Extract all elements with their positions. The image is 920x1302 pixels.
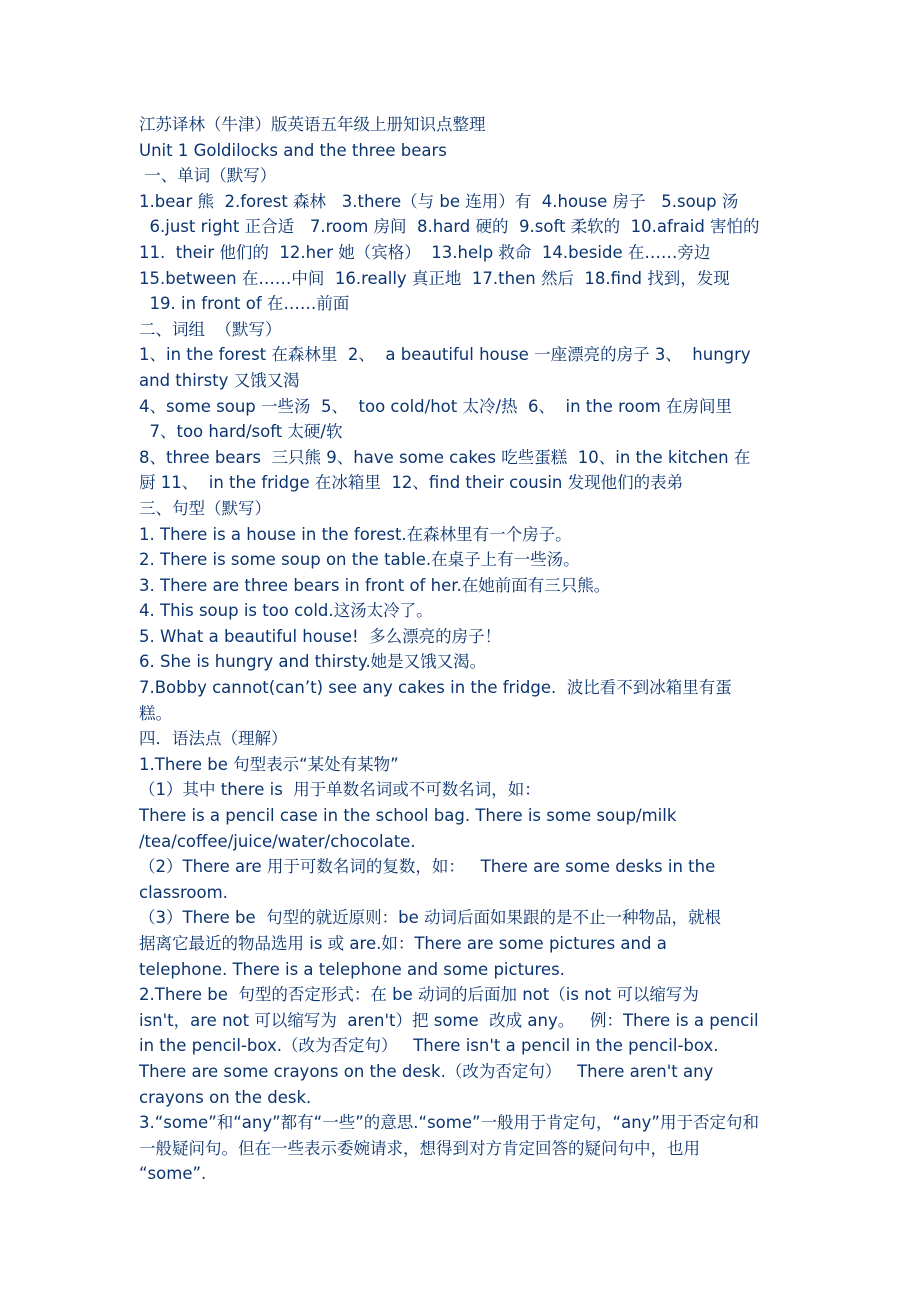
sentence-line: 7.Bobby cannot(can’t) see any cakes in the fridge. 波比看不到冰箱里有蛋 xyxy=(139,678,732,698)
vocabulary-line: 19. in front of 在……前面 xyxy=(139,294,350,314)
section-heading-sentences: 三、句型（默写） xyxy=(139,498,271,518)
vocabulary-line: 11. their 他们的 12.her 她（宾格） 13.help 救命 14.beside 在……旁边 xyxy=(139,242,711,262)
grammar-line: 一般疑问句。但在一些表示委婉请求，想得到对方肯定回答的疑问句中，也用 xyxy=(139,1138,700,1158)
phrase-line: 厨 11、 in the fridge 在冰箱里 12、find their cousin 发现他们的表弟 xyxy=(139,473,684,493)
grammar-line: There is a pencil case in the school bag. There is some soup/milk xyxy=(139,806,677,826)
doc-title: 江苏译林（牛津）版英语五年级上册知识点整理 xyxy=(139,115,486,134)
vocabulary-line: 6.just right 正合适 7.room 房间 8.hard 硬的 9.soft 柔软的 10.afraid 害怕的 xyxy=(139,217,760,237)
grammar-line: in the pencil-box.（改为否定句） There isn't a pencil in the pencil-box. xyxy=(139,1036,719,1056)
grammar-line: “some”. xyxy=(139,1164,207,1184)
grammar-line: isn't，are not 可以缩写为 aren't）把 some 改成 any。 例：There is a pencil xyxy=(139,1010,759,1030)
sentence-line: 1. There is a house in the forest.在森林里有一个房子。 xyxy=(139,524,572,544)
grammar-line: （1）其中 there is 用于单数名词或不可数名词，如： xyxy=(139,780,541,800)
grammar-line: There are some crayons on the desk.（改为否定句） There aren't any xyxy=(139,1061,714,1081)
grammar-line: 1.There be 句型表示“某处有某物” xyxy=(139,754,399,774)
sentence-line: 5. What a beautiful house! 多么漂亮的房子！ xyxy=(139,626,502,646)
grammar-line: 2.There be 句型的否定形式：在 be 动词的后面加 not（is not 可以缩写为 xyxy=(139,985,699,1005)
phrase-line: 4、some soup 一些汤 5、 too cold/hot 太冷/热 6、 in the room 在房间里 xyxy=(139,396,733,416)
grammar-line: 3.“some”和“any”都有“一些”的意思.“some”一般用于肯定句，“any”用于否定句和 xyxy=(139,1113,759,1133)
grammar-line: /tea/coffee/juice/water/chocolate. xyxy=(139,831,416,851)
section-heading-grammar: 四．语法点（理解） xyxy=(139,729,288,749)
grammar-line: telephone. There is a telephone and some pictures. xyxy=(139,959,565,979)
grammar-line: classroom. xyxy=(139,882,228,902)
section-heading-phrases: 二、词组 （默写） xyxy=(139,319,282,339)
sentence-line: 4. This soup is too cold.这汤太冷了。 xyxy=(139,601,433,621)
sentence-line: 2. There is some soup on the table.在桌子上有一些汤。 xyxy=(139,550,580,570)
sentence-line: 3. There are three bears in front of her.在她前面有三只熊。 xyxy=(139,575,611,595)
vocabulary-line: 1.bear 熊 2.forest 森林 3.there（与 be 连用）有 4.house 房子 5.soup 汤 xyxy=(139,191,739,211)
grammar-line: （2）There are 用于可数名词的复数，如： There are some desks in the xyxy=(139,857,716,877)
section-heading-vocabulary: 一、单词（默写） xyxy=(139,166,277,186)
grammar-line: 据离它最近的物品选用 is 或 are.如：There are some pictures and a xyxy=(139,934,667,953)
sentence-line: 6. She is hungry and thirsty.她是又饿又渴。 xyxy=(139,652,487,672)
phrase-line: 7、too hard/soft 太硬/软 xyxy=(139,422,343,442)
sentence-line: 糕。 xyxy=(139,703,172,723)
grammar-line: crayons on the desk. xyxy=(139,1087,312,1107)
vocabulary-line: 15.between 在……中间 16.really 真正地 17.then 然后 18.find 找到，发现 xyxy=(139,268,730,288)
phrase-line: and thirsty 又饿又渴 xyxy=(139,370,300,390)
unit-heading: Unit 1 Goldilocks and the three bears xyxy=(139,140,447,160)
phrase-line: 8、three bears 三只熊 9、have some cakes 吃些蛋糕 10、in the kitchen 在 xyxy=(139,447,751,467)
grammar-line: （3）There be 句型的就近原则：be 动词后面如果跟的是不止一种物品，就根 xyxy=(139,908,721,928)
document-page xyxy=(139,112,789,1187)
phrase-line: 1、in the forest 在森林里 2、 a beautiful house 一座漂亮的房子 3、 hungry xyxy=(139,345,751,365)
